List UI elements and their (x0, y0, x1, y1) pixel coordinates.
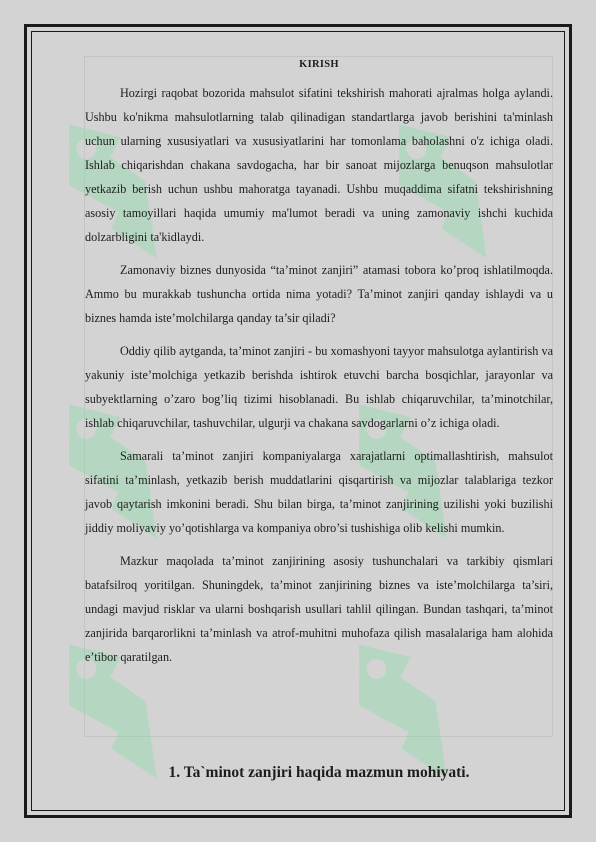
paragraph-benefits: Samarali ta’minot zanjiri kompaniyalarga xarajatlarni optimallashtirish, mahsulot sifatini ta’minlash, yetkazib berish muddatlarini qisqartirish va mijozlar talablariga tezkor javob qaytarish imkonini beradi. Shu bilan birga, ta’minot zanjirining uzilishi yoki buzilishi jiddiy moliyaviy yo’qotishlarga va kompaniya obro’si tushishiga olib kelishi mumkin. (85, 449, 553, 535)
paragraph-article-scope: Mazkur maqolada ta’minot zanjirining asosiy tushunchalari va tarkibiy qismlari batafsilroq yoritilgan. Shuningdek, ta’minot zanjirining biznes va iste’molchilarga ta’siri, undagi mavjud risklar va ularni boshqarish usullari tahlil qilingan. Bundan tashqari, ta’minot zanjirida barqarorlikni ta’minlash va atrof-muhitni muhofaza qilish masalalariga ham alohida e’tibor qaratilgan. (85, 554, 553, 664)
paragraph-intro: Hozirgi raqobat bozorida mahsulot sifatini tekshirish mahorati ajralmas holga aylandi. Ushbu ko'nikma mahsulotlarning talab qilinadigan standartlarga javob berishini ta'minlash uchun ularning xususiyatlari va xususiyatlarini har tomonlama baholashni o'z ichiga oladi. Ishlab chiqarishdan chakana savdogacha, har bir sanoat mijozlarga benuqson mahsulotlar yetkazib berish uchun ushbu mahoratga tayanadi. Ushbu muqaddima sifatni tekshirishning asosiy tamoyillari haqida umumiy ma'lumot beradi va uning zamonaviy ishchi kuchida dolzarbligini ta'kidlaydi. (85, 86, 553, 244)
paragraph-supply-chain-question: Zamonaviy biznes dunyosida “ta’minot zanjiri” atamasi tobora ko’proq ishlatilmoqda. Ammo bu murakkab tushuncha ortida nima yotadi? Ta’minot zanjiri qanday ishlaydi va u biznes hamda iste’molchilarga qanday ta’sir qiladi? (85, 263, 553, 325)
document-body (85, 56, 553, 678)
document-title: KIRISH (299, 59, 339, 70)
paragraph-definition: Oddiy qilib aytganda, ta’minot zanjiri - bu xomashyoni tayyor mahsulotga aylantirish va yakuniy iste’molchiga yetkazib berishda ishtirok etuvchi barcha bosqichlar, jarayonlar va subyektlarning o’zaro bog’liq tizimi hisoblanadi. Bu ishlab chiqaruvchilar, ta’minotchilar, ishlab chiqaruvchilar, tashuvchilar, ulgurji va chakana savdogarlarni o’z ichiga oladi. (85, 344, 553, 430)
section-heading: 1. Ta`minot zanjiri haqida mazmun mohiyati. (168, 764, 470, 781)
